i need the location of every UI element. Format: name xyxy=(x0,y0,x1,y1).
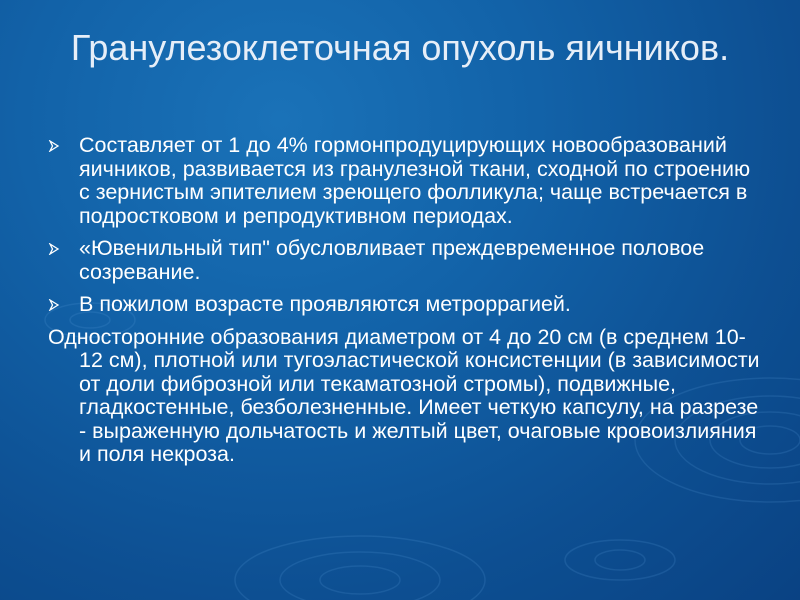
bullet-list xyxy=(48,134,763,317)
chevron-arrow-icon xyxy=(48,140,60,152)
bullet-text: «Ювенильный тип" обусловливает преждевременное половое созревание. xyxy=(79,236,705,284)
bullet-item xyxy=(48,237,763,284)
description-paragraph: Односторонние образования диаметром от 4 до 20 см (в среднем 10-12 см), плотной или тугоэластической консистенции (в зависимости от доли фиброзной или текаматозной стромы), подвижные, гладкостенные, безболезненные. Имеет четкую капсулу, на разрезе - выраженную дольчатость и желтый цвет, очаговые кровоизлияния и поля некроза. xyxy=(48,324,760,466)
bullet-text: Составляет от 1 до 4% гормонпродуцирующих новообразований яичников, развивается из гранулезной ткани, сходной по строению с зернистым эпителием зреющего фолликула; чаще встречается в подростковом и репродуктивном периодах. xyxy=(79,133,751,228)
bullet-item xyxy=(48,293,763,317)
slide-title: Гранулезоклеточная опухоль яичников. xyxy=(70,27,730,68)
chevron-arrow-icon xyxy=(48,299,60,311)
chevron-arrow-icon xyxy=(48,243,60,255)
slide-body xyxy=(48,134,763,467)
bullet-text: В пожилом возрасте проявляются метроррагией. xyxy=(79,292,571,316)
bullet-item xyxy=(48,134,763,228)
